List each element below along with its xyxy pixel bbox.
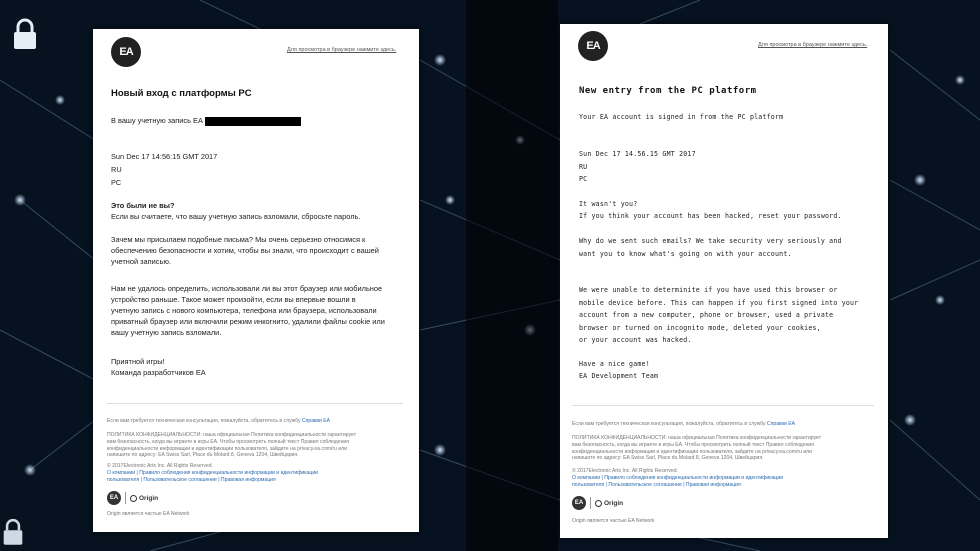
privacy-text: ПОЛИТИКА КОНФИДЕНЦИАЛЬНОСТИ: наша официальная Политика конфиденциальности гарантирует вам безопасность, когда вы играете в игры EA. Чтобы просмотреть полный текст Правил соблюдения конфиденциальности информации и идентификации пользователя, зайдите на privacy.ea.com/ru или напишите по адресу: EA Swiss Sarl, Place du Molard 8, Geneva 1204, Швейцария. <box>107 432 357 459</box>
copyright: © 2017Electronic Arts Inc. All Rights Reserved. <box>572 468 678 474</box>
login-country: RU <box>579 163 588 171</box>
unable-paragraph: We were unable to determinite if you have used this browser or mobile device before. This can happen if you first signed into your account from a new computer, phone or browser, used a private browser or turned on incognito mode, deleted your cookies, or your account was hacked. <box>579 286 859 344</box>
brand-row <box>107 491 158 505</box>
footer-divider <box>107 403 403 404</box>
origin-icon <box>130 495 137 502</box>
question-heading: Это были не вы? <box>111 201 175 210</box>
why-paragraph: Why do we sent such emails? We take security very seriously and want you to know what's going on with your account. <box>579 237 842 258</box>
login-datetime: Sun Dec 17 14.56.15 GMT 2017 <box>579 150 696 158</box>
copyright: © 2017Electronic Arts Inc. All Rights Reserved. <box>107 463 213 469</box>
lock-icon <box>2 518 24 546</box>
ea-logo-icon: EA <box>111 37 141 67</box>
account-line: Your EA account is signed in from the PC platform <box>579 113 784 121</box>
ea-logo-icon: EA <box>578 31 608 61</box>
footer-divider <box>572 405 874 406</box>
login-platform: PC <box>579 175 588 183</box>
ea-logo-icon: EA <box>572 496 586 510</box>
center-divider <box>466 0 558 551</box>
view-in-browser-link[interactable]: Для просмотра в браузере нажмите здесь. <box>287 47 397 53</box>
redaction-bar <box>205 117 301 126</box>
view-in-browser-link[interactable]: Для просмотра в браузере нажмите здесь. <box>758 42 868 48</box>
login-country: RU <box>111 165 122 174</box>
origin-icon <box>595 500 602 507</box>
question-heading: It wasn't you? <box>579 200 638 208</box>
help-line: Если вам требуется техническая консультация, пожалуйста, обратитесь в службу Справки EA <box>572 421 796 427</box>
network-line: Origin является частью EA Network <box>572 518 655 524</box>
unable-paragraph: Нам не удалось определить, использовали ли вы этот браузер или мобильное устройство раньше. Такое может произойти, если вы впервые вошли в учетную запись с нового компьютера, телефона или браузера, использовали приватный браузер или включили режим инкогнито, удалили файлы cookie или вашу учетную запись взломали. <box>111 284 385 337</box>
login-datetime: Sun Dec 17 14:56:15 GMT 2017 <box>111 152 218 161</box>
origin-label: Origin <box>139 494 159 502</box>
email-english <box>560 24 888 538</box>
network-line: Origin является частью EA Network <box>107 511 190 517</box>
lock-icon <box>12 18 38 50</box>
question-text: Если вы считаете, что вашу учетную запись взломали, сбросьте пароль. <box>111 212 361 221</box>
account-line: В вашу учетную запись EA <box>111 115 301 126</box>
footer-links[interactable]: О компании | Правило соблюдения конфиденциальности информации и идентификации пользователя | Пользовательское соглашение | Правовая информация <box>572 475 784 488</box>
privacy-text: ПОЛИТИКА КОНФИДЕНЦИАЛЬНОСТИ: наша официальная Политика конфиденциальности гарантирует вам безопасность, когда вы играете в игры EA. Чтобы просмотреть полный текст Правил соблюдения конфиденциальности информации и идентификации пользователя, зайдите на privacy.ea.com/ru или напишите по адресу: EA Swiss Sarl, Place du Molard 8, Geneva 1204, Швейцария. <box>572 435 822 462</box>
question-text: If you think your account has been hacked, reset your password. <box>579 212 842 220</box>
signoff-greeting: Have a nice game! <box>579 360 650 368</box>
email-title: Новый вход с платформы PC <box>111 88 252 99</box>
email-title: New entry from the PC platform <box>579 86 757 96</box>
footer-links[interactable]: О компании | Правило соблюдения конфиденциальности информации и идентификации пользователя | Пользовательское соглашение | Правовая информация <box>107 470 319 483</box>
email-russian <box>93 29 419 532</box>
login-platform: PC <box>111 178 122 187</box>
origin-label: Origin <box>604 499 624 507</box>
why-paragraph: Зачем мы присылаем подобные письма? Мы очень серьезно относимся к обеспечению безопасности и хотим, чтобы вы знали, что происходит с вашей учетной записью. <box>111 235 379 266</box>
signoff-team: Команда разработчиков EA <box>111 368 206 377</box>
ea-logo-icon: EA <box>107 491 121 505</box>
signoff-greeting: Приятной игры! <box>111 357 165 366</box>
help-link[interactable]: Справки EA <box>301 418 331 424</box>
brand-row <box>572 496 623 510</box>
help-line: Если вам требуется техническая консультация, пожалуйста, обратитесь в службу Справки EA <box>107 418 331 424</box>
help-link[interactable]: Справки EA <box>766 421 796 427</box>
signoff-team: EA Development Team <box>579 372 659 380</box>
